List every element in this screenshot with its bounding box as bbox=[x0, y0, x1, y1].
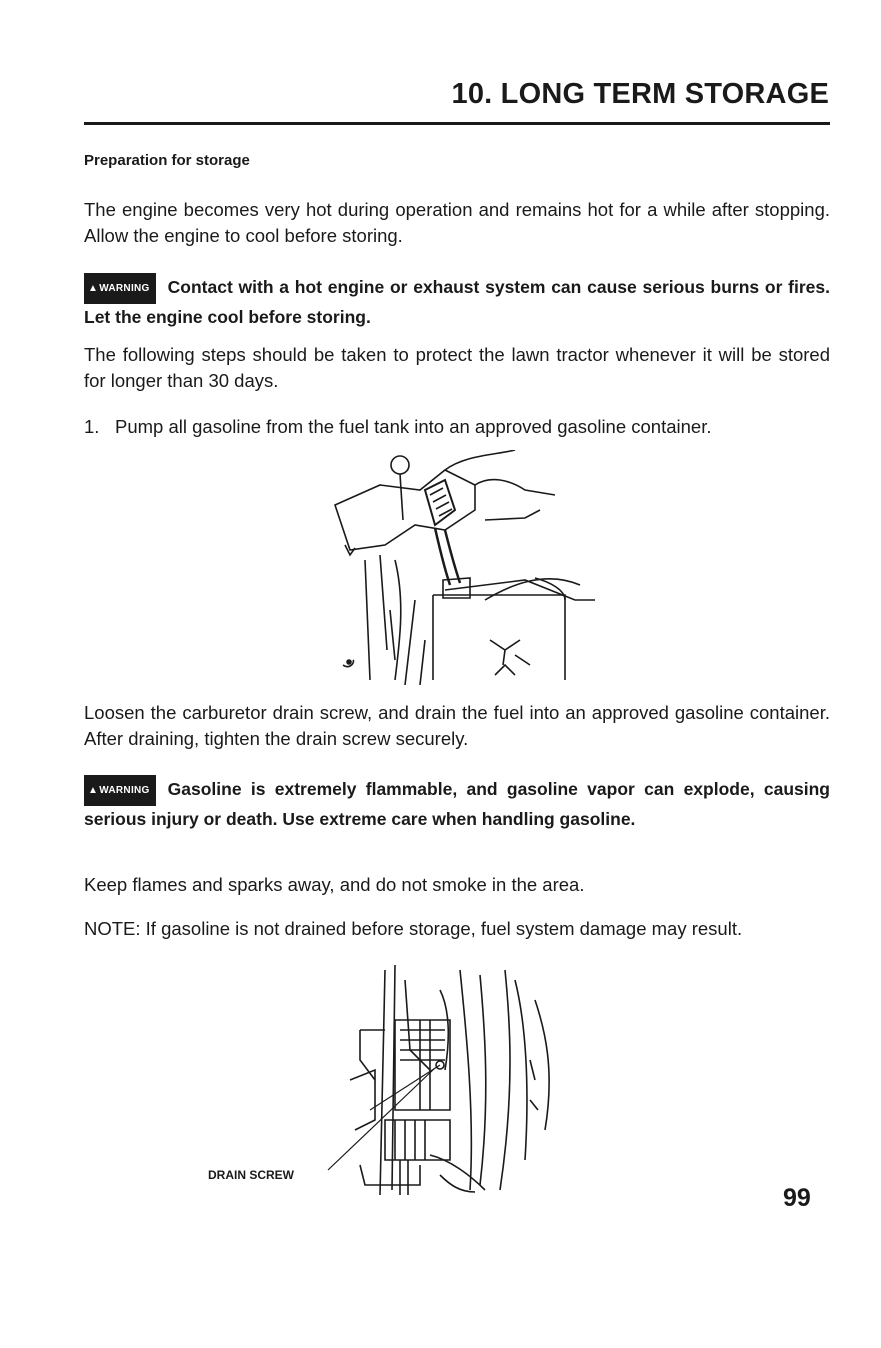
step-text: Pump all gasoline from the fuel tank into an approved gasoline container. bbox=[115, 416, 712, 437]
drain-screw-label: DRAIN SCREW bbox=[208, 1168, 294, 1182]
page-title: 10. LONG TERM STORAGE bbox=[451, 78, 829, 110]
warning-hot-engine-text: Contact with a hot engine or exhaust system can cause serious burns or fires. Let the engine cool before storing. bbox=[84, 277, 830, 327]
drain-screw-illustration bbox=[300, 960, 575, 1200]
warning-gasoline bbox=[84, 775, 830, 832]
warning-triangle-icon: ▲ bbox=[88, 785, 99, 796]
step-number: 1. bbox=[84, 416, 100, 437]
steps-intro-paragraph: The following steps should be taken to protect the lawn tractor whenever it will be stored for longer than 30 days. bbox=[84, 344, 830, 391]
list-item bbox=[84, 414, 830, 440]
warning-badge bbox=[84, 775, 156, 806]
intro-paragraph: The engine becomes very hot during operation and remains hot for a while after stopping. Allow the engine to cool before storing. bbox=[84, 199, 830, 246]
page-number: 99 bbox=[783, 1184, 811, 1212]
warning-hot-engine bbox=[84, 273, 830, 330]
section-heading: Preparation for storage bbox=[84, 152, 250, 169]
loosen-paragraph: Loosen the carburetor drain screw, and drain the fuel into an approved gasoline container. After draining, tighten the drain screw securely. bbox=[84, 702, 830, 749]
warning-badge bbox=[84, 273, 156, 304]
note-paragraph: NOTE: If gasoline is not drained before storage, fuel system damage may result. bbox=[84, 918, 743, 939]
warning-triangle-icon: ▲ bbox=[88, 283, 99, 294]
keep-flames-paragraph: Keep flames and sparks away, and do not smoke in the area. bbox=[84, 874, 585, 895]
header-rule bbox=[84, 122, 830, 125]
warning-gasoline-text: Gasoline is extremely flammable, and gasoline vapor can explode, causing serious injury or death. Use extreme care when handling gasoline. bbox=[84, 779, 830, 829]
warning-badge-label: WARNING bbox=[99, 785, 150, 796]
warning-badge-label: WARNING bbox=[99, 283, 150, 294]
fuel-pump-illustration bbox=[325, 450, 605, 685]
